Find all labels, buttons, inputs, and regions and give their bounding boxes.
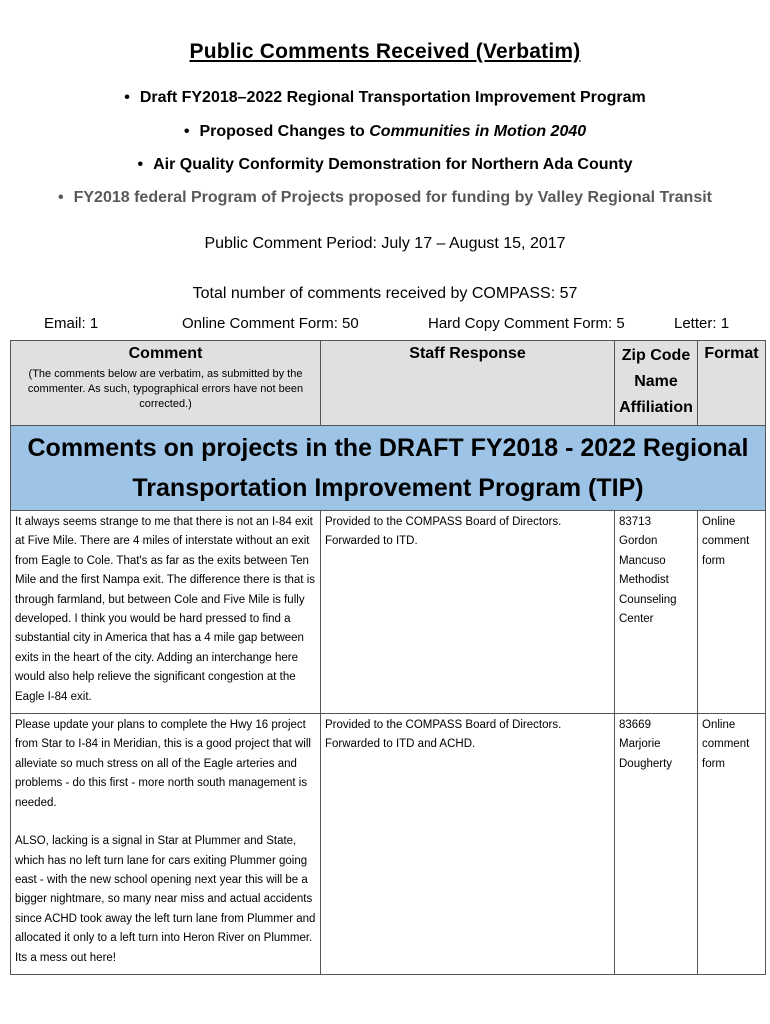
row-zip: 83713 xyxy=(619,516,651,528)
total-comments: Total number of comments received by COMPASS: 57 xyxy=(192,285,578,302)
row-comment-text-2: ALSO, lacking is a signal in Star at Plummer and State, which has no left turn lane for cars exiting Plummer going east - with the new school opening next year this will be a bigger nightmare, so many near miss and actual accidents since ACHD took away the left turn lane from Plummer and allocated it only to a left turn into Heron River on Plummer. Its a mess out here! xyxy=(15,835,316,964)
bullet-cim-prefix: Proposed Changes to xyxy=(199,123,370,140)
comments-table xyxy=(10,340,766,975)
bullet-tip-text: Draft FY2018–2022 Regional Transportation Improvement Program xyxy=(139,89,646,106)
header-comment xyxy=(11,341,321,426)
comment-period: Public Comment Period: July 17 – August 15, 2017 xyxy=(204,235,566,252)
bullet-vrt-text: FY2018 federal Program of Projects proposed for funding by Valley Regional Transit xyxy=(73,189,712,206)
header-format: Format xyxy=(698,341,766,426)
bullet-cim-italic: Communities in Motion 2040 xyxy=(369,123,587,140)
row-response-line1: Provided to the COMPASS Board of Directors. xyxy=(325,719,562,732)
row-affiliation: Methodist Counseling Center xyxy=(619,574,677,626)
row-format: Online comment form xyxy=(698,714,766,975)
table-row xyxy=(11,511,766,714)
header-zip-name-affiliation xyxy=(615,341,698,426)
section-title-line2: Transportation Improvement Program (TIP) xyxy=(132,474,644,502)
bullet-dot-icon: • xyxy=(58,189,64,206)
row-comment-text: It always seems strange to me that there is not an I-84 exit at Five Mile. There are 4 miles of interstate without an exit from Eagle to Cole. That's as far as the exits between Ten Mile and the first Nampa exit. The difference there is that is through farmland, but between Cole and Five Mile is fully developed. I think you would be hard pressed to find a substantial city in America that has a 4 mile gap between exits in the heart of the city. Adding an interchange here would also help relieve the significant congestion at the Eagle I-84 exit. xyxy=(15,516,315,703)
row-response-line2: Forwarded to ITD and ACHD. xyxy=(325,738,476,751)
table-header-row xyxy=(11,341,766,426)
row-response-line1: Provided to the COMPASS Board of Directors. xyxy=(325,516,562,528)
header-zip: Zip Code xyxy=(621,347,691,364)
row-staff-response xyxy=(321,714,615,975)
row-name: Gordon Mancuso xyxy=(619,535,666,567)
row-comment xyxy=(11,511,321,714)
row-staff-response xyxy=(321,511,615,714)
row-zip-name-affiliation xyxy=(615,511,698,714)
header-staff-response: Staff Response xyxy=(321,341,615,426)
row-zip: 83669 xyxy=(619,719,651,732)
count-online: Online Comment Form: 50 xyxy=(182,315,359,332)
row-format: Online comment form xyxy=(698,511,766,714)
row-name: Marjorie Dougherty xyxy=(619,738,673,770)
row-comment-text: Please update your plans to complete the Hwy 16 project from Star to I-84 in Meridian, this is a good project that will alleviate so much stress on all of the Eagle arteries and problems - do this first - more north south management is needed. xyxy=(15,719,311,809)
bullet-air-quality-text: Air Quality Conformity Demonstration for Northern Ada County xyxy=(153,156,633,173)
row-zip-name-affiliation xyxy=(615,714,698,975)
document-title: Public Comments Received (Verbatim) xyxy=(189,40,581,63)
row-comment xyxy=(11,714,321,975)
section-header-row xyxy=(11,426,766,511)
row-response-line2: Forwarded to ITD. xyxy=(325,535,418,548)
section-title-line1: Comments on projects in the DRAFT FY2018 - 2022 Regional xyxy=(27,434,749,462)
header-comment-note: (The comments below are verbatim, as submitted by the commenter. As such, typographical errors have not been corrected.) xyxy=(27,368,304,410)
count-letter: Letter: 1 xyxy=(674,315,730,332)
bullet-dot-icon: • xyxy=(137,156,144,173)
count-hard-copy: Hard Copy Comment Form: 5 xyxy=(428,315,625,332)
bullet-tip xyxy=(0,89,770,107)
bullet-vrt xyxy=(0,189,770,207)
bullet-dot-icon: • xyxy=(183,123,190,140)
header-affiliation: Affiliation xyxy=(619,399,693,416)
header-comment-label: Comment xyxy=(128,345,203,362)
section-title xyxy=(11,426,766,511)
bullet-dot-icon: • xyxy=(124,89,130,106)
table-row xyxy=(11,714,766,975)
count-email: Email: 1 xyxy=(44,315,99,332)
bullet-cim xyxy=(0,123,770,141)
bullet-air-quality xyxy=(0,156,770,174)
header-name: Name xyxy=(634,373,678,390)
